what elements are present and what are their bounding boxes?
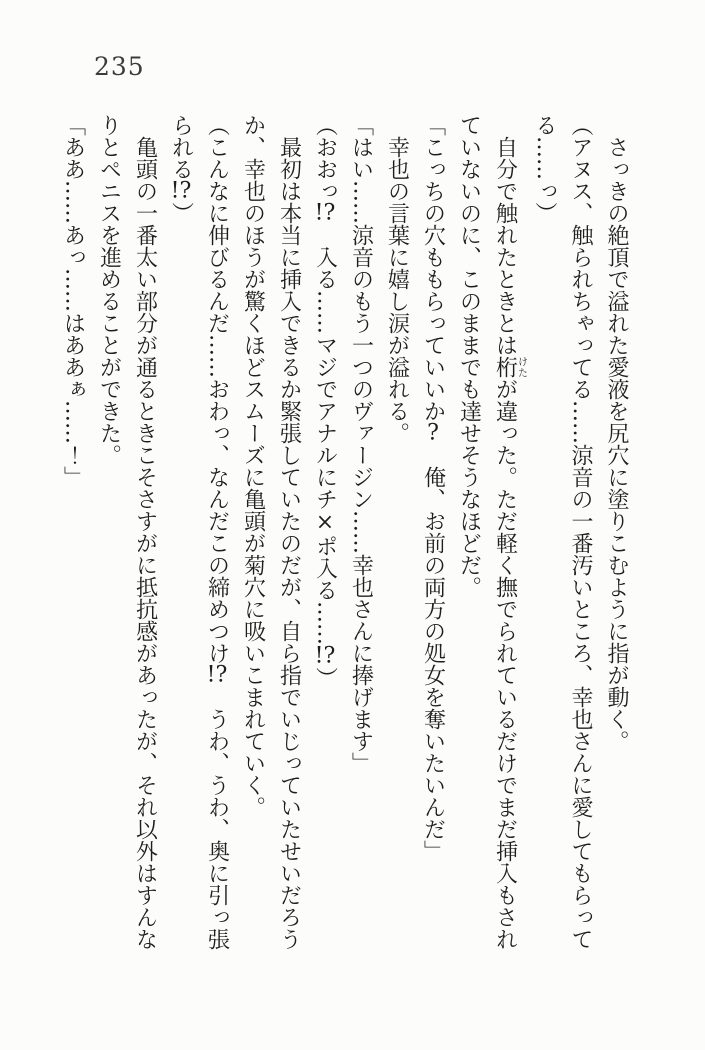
text-run: が違った。ただ軽く撫でられているだけでまだ挿入もされていないのに、このままでも達せそうなほどだ。 — [456, 114, 518, 950]
ruby-annotated-word: 桁けた — [492, 356, 527, 378]
paragraph — [415, 114, 451, 950]
text-run: 「こっちの穴ももらっていいか — [420, 114, 446, 422]
tatechuyoko-mark: !? — [314, 645, 336, 667]
text-run: （アヌス、触られちゃってる……涼音の一番汚いところ、幸也さんに愛してもらってる……っ） — [532, 114, 593, 950]
text-run: 入る……マジでアナルにチ×ポ入る…… — [312, 224, 338, 645]
text-run: （こんなに伸びるんだ……おわっ、なんだこの締めつけ — [204, 114, 230, 664]
text-run: ） — [168, 202, 194, 224]
text-run: うわ、うわ、奥に引っ張られる — [168, 114, 230, 950]
paragraph — [343, 114, 379, 950]
paragraph — [163, 114, 235, 950]
paragraph — [91, 114, 163, 950]
text-run: 「ああ……あっ……はああぁ……！」 — [60, 114, 86, 488]
paragraph — [235, 114, 307, 950]
text-run: 自分で触れたときとは — [492, 136, 518, 356]
text-run: 幸也の言葉に嬉し涙が溢れる。 — [384, 136, 410, 444]
paragraph — [451, 114, 527, 950]
text-run: 「はい……涼音のもう一つのヴァージン……幸也さんに捧げます」 — [348, 114, 374, 774]
tatechuyoko-mark: !? — [170, 180, 192, 202]
text-run: 亀頭の一番太い部分が通るときこそさすがに抵抗感があったが、それ以外はすんなりとペニスを進めることができた。 — [96, 114, 158, 950]
text-run: さっきの絶頂で溢れた愛液を尻穴に塗りこむように指が動く。 — [604, 136, 629, 752]
tatechuyoko-mark: !? — [314, 202, 336, 224]
page-number: 235 — [94, 52, 145, 81]
text-run: 最初は本当に挿入できるか緊張していたのだが、自ら指でいじっていたせいだろうか、幸也のほうが驚くほどスムーズに亀頭が菊穴に吸いこまれていく。 — [240, 114, 302, 950]
text-run: （おおっ — [312, 114, 338, 202]
paragraph — [379, 114, 415, 950]
paragraph — [55, 114, 91, 950]
text-run: 俺、お前の両方の処女を奪いたいんだ」 — [420, 444, 446, 862]
vertical-text-block — [55, 114, 635, 950]
tatechuyoko-mark: !? — [206, 664, 228, 686]
paragraph — [526, 114, 598, 950]
tatechuyoko-mark: ? — [427, 422, 439, 444]
paragraph — [307, 114, 343, 950]
paragraph — [598, 114, 634, 950]
text-run: ） — [312, 667, 338, 689]
